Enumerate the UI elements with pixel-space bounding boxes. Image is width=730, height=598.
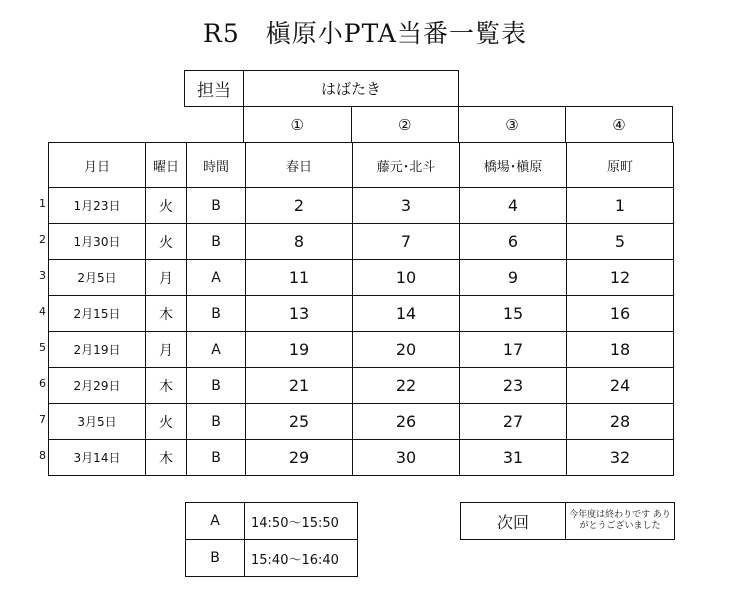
table-row <box>49 296 674 332</box>
duty-number-cell: 16 <box>567 296 674 332</box>
duty-number-cell: 21 <box>246 368 353 404</box>
weekday-cell: 木 <box>146 368 187 404</box>
duty-number-cell: 15 <box>460 296 567 332</box>
time-slot-cell: B <box>187 296 246 332</box>
table-row <box>49 332 674 368</box>
duty-number-cell: 18 <box>567 332 674 368</box>
table-row <box>49 368 674 404</box>
date-cell: 2月19日 <box>49 332 146 368</box>
duty-number-cell: 28 <box>567 404 674 440</box>
column-header-weekday: 曜日 <box>146 143 187 188</box>
duty-number-cell: 6 <box>460 224 567 260</box>
time-slot-cell: B <box>187 224 246 260</box>
row-number: 5 <box>39 341 46 354</box>
next-duty-note <box>460 502 675 540</box>
duty-number-cell: 5 <box>567 224 674 260</box>
duty-number-cell: 9 <box>460 260 567 296</box>
date-cell: 2月29日 <box>49 368 146 404</box>
time-slot-legend <box>185 502 358 577</box>
row-number: 2 <box>39 233 46 246</box>
next-label: 次回 <box>461 503 566 540</box>
time-slot-cell: B <box>187 188 246 224</box>
row-numbers <box>34 186 46 474</box>
column-header-area: 原町 <box>567 143 674 188</box>
slot-code: B <box>186 540 245 577</box>
date-cell: 1月23日 <box>49 188 146 224</box>
area-number: ① <box>244 107 352 143</box>
legend-row <box>186 540 358 577</box>
duty-number-cell: 14 <box>353 296 460 332</box>
area-number: ④ <box>566 107 673 143</box>
row-number: 4 <box>39 305 46 318</box>
table-row <box>49 440 674 476</box>
duty-number-cell: 2 <box>246 188 353 224</box>
slot-code: A <box>186 503 245 540</box>
date-cell: 1月30日 <box>49 224 146 260</box>
duty-number-cell: 3 <box>353 188 460 224</box>
column-header-time: 時間 <box>187 143 246 188</box>
date-cell: 2月15日 <box>49 296 146 332</box>
area-number: ② <box>351 107 459 143</box>
time-slot-cell: B <box>187 440 246 476</box>
duty-number-cell: 29 <box>246 440 353 476</box>
date-cell: 3月14日 <box>49 440 146 476</box>
weekday-cell: 月 <box>146 332 187 368</box>
duty-number-cell: 32 <box>567 440 674 476</box>
weekday-cell: 木 <box>146 296 187 332</box>
weekday-cell: 火 <box>146 404 187 440</box>
assignment-header <box>48 70 673 143</box>
duty-number-cell: 7 <box>353 224 460 260</box>
row-number: 7 <box>39 413 46 426</box>
table-row <box>49 188 674 224</box>
table-header-row <box>49 143 674 188</box>
duty-number-cell: 26 <box>353 404 460 440</box>
page-title: R5 槇原小PTA当番一覧表 <box>203 19 527 48</box>
duty-number-cell: 10 <box>353 260 460 296</box>
slot-time-range: 15:40〜16:40 <box>245 540 358 577</box>
weekday-cell: 木 <box>146 440 187 476</box>
duty-number-cell: 27 <box>460 404 567 440</box>
duty-number-cell: 13 <box>246 296 353 332</box>
duty-number-cell: 25 <box>246 404 353 440</box>
row-number: 8 <box>39 449 46 462</box>
date-cell: 3月5日 <box>49 404 146 440</box>
tanto-label: 担当 <box>185 71 244 107</box>
duty-number-cell: 8 <box>246 224 353 260</box>
duty-number-cell: 12 <box>567 260 674 296</box>
duty-number-cell: 31 <box>460 440 567 476</box>
column-header-area: 藤元･北斗 <box>353 143 460 188</box>
column-header-area: 春日 <box>246 143 353 188</box>
table-row <box>49 224 674 260</box>
duty-number-cell: 23 <box>460 368 567 404</box>
time-slot-cell: A <box>187 332 246 368</box>
duty-number-cell: 17 <box>460 332 567 368</box>
column-header-date: 月日 <box>49 143 146 188</box>
weekday-cell: 火 <box>146 224 187 260</box>
area-number: ③ <box>459 107 566 143</box>
duty-number-cell: 30 <box>353 440 460 476</box>
duty-schedule-table <box>48 142 674 476</box>
row-number: 3 <box>39 269 46 282</box>
duty-number-cell: 11 <box>246 260 353 296</box>
slot-time-range: 14:50〜15:50 <box>245 503 358 540</box>
row-number: 1 <box>39 197 46 210</box>
time-slot-cell: B <box>187 368 246 404</box>
time-slot-cell: A <box>187 260 246 296</box>
duty-number-cell: 19 <box>246 332 353 368</box>
weekday-cell: 月 <box>146 260 187 296</box>
table-row <box>49 404 674 440</box>
legend-row <box>186 503 358 540</box>
date-cell: 2月5日 <box>49 260 146 296</box>
duty-number-cell: 20 <box>353 332 460 368</box>
next-message: 今年度は終わりです ありがとうございました <box>566 503 675 540</box>
duty-number-cell: 24 <box>567 368 674 404</box>
group-name: はばたき <box>244 71 459 107</box>
weekday-cell: 火 <box>146 188 187 224</box>
row-number: 6 <box>39 377 46 390</box>
duty-number-cell: 22 <box>353 368 460 404</box>
table-row <box>49 260 674 296</box>
duty-number-cell: 4 <box>460 188 567 224</box>
column-header-area: 橋場･槇原 <box>460 143 567 188</box>
time-slot-cell: B <box>187 404 246 440</box>
duty-number-cell: 1 <box>567 188 674 224</box>
